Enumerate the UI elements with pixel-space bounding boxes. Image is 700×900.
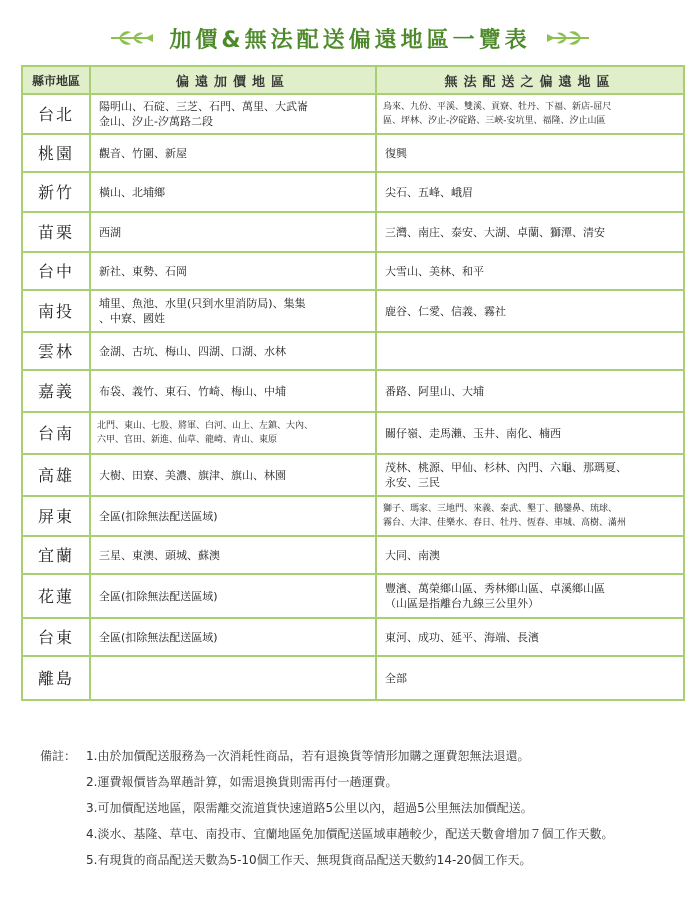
county-cell: 南投: [22, 290, 90, 332]
surcharge-cell: [90, 656, 376, 700]
surcharge-cell: 大樹、田寮、美濃、旗津、旗山、林園: [90, 454, 376, 496]
table-row: [22, 536, 684, 574]
county-cell: 台北: [22, 94, 90, 134]
surcharge-cell: 橫山、北埔鄉: [90, 172, 376, 212]
no-delivery-cell: 烏來、九份、平溪、雙溪、貢寮、牡丹、下福、新店-屈尺 區、坪林、汐止-汐碇路、三峽-安坑里、福隆、汐止山區: [376, 94, 684, 134]
no-delivery-cell: 獅子、瑪家、三地門、來義、泰武、墾丁、鵝鑾鼻、琉球、 霧台、大津、佳樂水、春日、牡丹、恆春、車城、高樹、滿州: [376, 496, 684, 536]
notes-section: [40, 742, 680, 872]
surcharge-cell: 觀音、竹圍、新屋: [90, 134, 376, 172]
note-text-3: 3.可加價配送地區，限需離交流道貨快速道路5公里以內，超過5公里無法加價配送。: [86, 800, 533, 815]
table-row: [22, 172, 684, 212]
no-delivery-cell: 大同、南澳: [376, 536, 684, 574]
no-delivery-cell: 復興: [376, 134, 684, 172]
no-delivery-cell: 茂林、桃源、甲仙、杉林、內門、六龜、那瑪夏、 永安、三民: [376, 454, 684, 496]
table-header-row: [22, 66, 684, 94]
surcharge-cell: 布袋、義竹、東石、竹崎、梅山、中埔: [90, 370, 376, 412]
county-cell: 離島: [22, 656, 90, 700]
note-text-1: 1.由於加價配送服務為一次消耗性商品，若有退換貨等情形加購之運費恕無法退還。: [86, 748, 530, 763]
no-delivery-cell: 尖石、五峰、峨眉: [376, 172, 684, 212]
table-row: [22, 290, 684, 332]
table-row: [22, 134, 684, 172]
county-cell: 花蓮: [22, 574, 90, 618]
surcharge-cell: 陽明山、石碇、三芝、石門、萬里、大武崙 金山、汐止-汐萬路二段: [90, 94, 376, 134]
table-row: [22, 454, 684, 496]
surcharge-cell: 全區(扣除無法配送區域): [90, 618, 376, 656]
note-text-2: 2.運費報價皆為單趟計算，如需退換貨則需再付一趟運費。: [86, 774, 398, 789]
note-item: [40, 846, 680, 872]
vine-right-icon: [545, 26, 591, 50]
no-delivery-cell: 三灣、南庄、泰安、大湖、卓蘭、獅潭、清安: [376, 212, 684, 252]
no-delivery-cell: 關仔嶺、走馬瀨、玉井、南化、楠西: [376, 412, 684, 454]
note-item: [40, 768, 680, 794]
header-surcharge: 偏遠加價地區: [90, 66, 376, 94]
note-text-5: 5.有現貨的商品配送天數為5-10個工作天、無現貨商品配送天數約14-20個工作天。: [86, 852, 532, 867]
delivery-table: [21, 65, 685, 701]
note-item: [40, 742, 680, 768]
table-row: [22, 94, 684, 134]
county-cell: 台東: [22, 618, 90, 656]
table-body: [22, 94, 684, 700]
surcharge-cell: 三星、東澳、頭城、蘇澳: [90, 536, 376, 574]
vine-left-icon: [109, 26, 155, 50]
surcharge-cell: 全區(扣除無法配送區域): [90, 496, 376, 536]
note-item: [40, 820, 680, 846]
surcharge-cell: 西湖: [90, 212, 376, 252]
table-row: [22, 332, 684, 370]
header-no-delivery: 無法配送之偏遠地區: [376, 66, 684, 94]
title-bar: [0, 18, 700, 58]
county-cell: 桃園: [22, 134, 90, 172]
no-delivery-cell: 大雪山、美林、和平: [376, 252, 684, 290]
county-cell: 嘉義: [22, 370, 90, 412]
table-row: [22, 412, 684, 454]
note-item: [40, 794, 680, 820]
surcharge-cell: 北門、東山、七股、將軍、白河、山上、左鎮、大內、 六甲、官田、新進、仙草、龍崎、青山、東原: [90, 412, 376, 454]
county-cell: 新竹: [22, 172, 90, 212]
county-cell: 屏東: [22, 496, 90, 536]
surcharge-cell: 埔里、魚池、水里(只到水里消防局)、集集 、中寮、國姓: [90, 290, 376, 332]
county-cell: 台中: [22, 252, 90, 290]
header-county: 縣市地區: [22, 66, 90, 94]
table-row: [22, 574, 684, 618]
table-row: [22, 618, 684, 656]
table-row: [22, 212, 684, 252]
surcharge-cell: 全區(扣除無法配送區域): [90, 574, 376, 618]
county-cell: 宜蘭: [22, 536, 90, 574]
table-row: [22, 656, 684, 700]
county-cell: 苗栗: [22, 212, 90, 252]
county-cell: 雲林: [22, 332, 90, 370]
page-title: 加價&無法配送偏遠地區一覽表: [169, 27, 531, 53]
table-row: [22, 496, 684, 536]
notes-label: 備註：: [40, 748, 77, 763]
table-row: [22, 370, 684, 412]
county-cell: 台南: [22, 412, 90, 454]
note-text-4: 4.淡水、基隆、草屯、南投市、宜蘭地區免加價配送區域車趟較少，配送天數會增加７個工作天數。: [86, 826, 614, 841]
county-cell: 高雄: [22, 454, 90, 496]
no-delivery-cell: 番路、阿里山、大埔: [376, 370, 684, 412]
no-delivery-cell: 豐濱、萬榮鄉山區、秀林鄉山區、卓溪鄉山區 （山區是指離台九線三公里外）: [376, 574, 684, 618]
no-delivery-cell: 全部: [376, 656, 684, 700]
no-delivery-cell: [376, 332, 684, 370]
surcharge-cell: 金湖、古坑、梅山、四湖、口湖、水林: [90, 332, 376, 370]
no-delivery-cell: 鹿谷、仁愛、信義、霧社: [376, 290, 684, 332]
no-delivery-cell: 東河、成功、延平、海端、長濱: [376, 618, 684, 656]
surcharge-cell: 新社、東勢、石岡: [90, 252, 376, 290]
table-row: [22, 252, 684, 290]
